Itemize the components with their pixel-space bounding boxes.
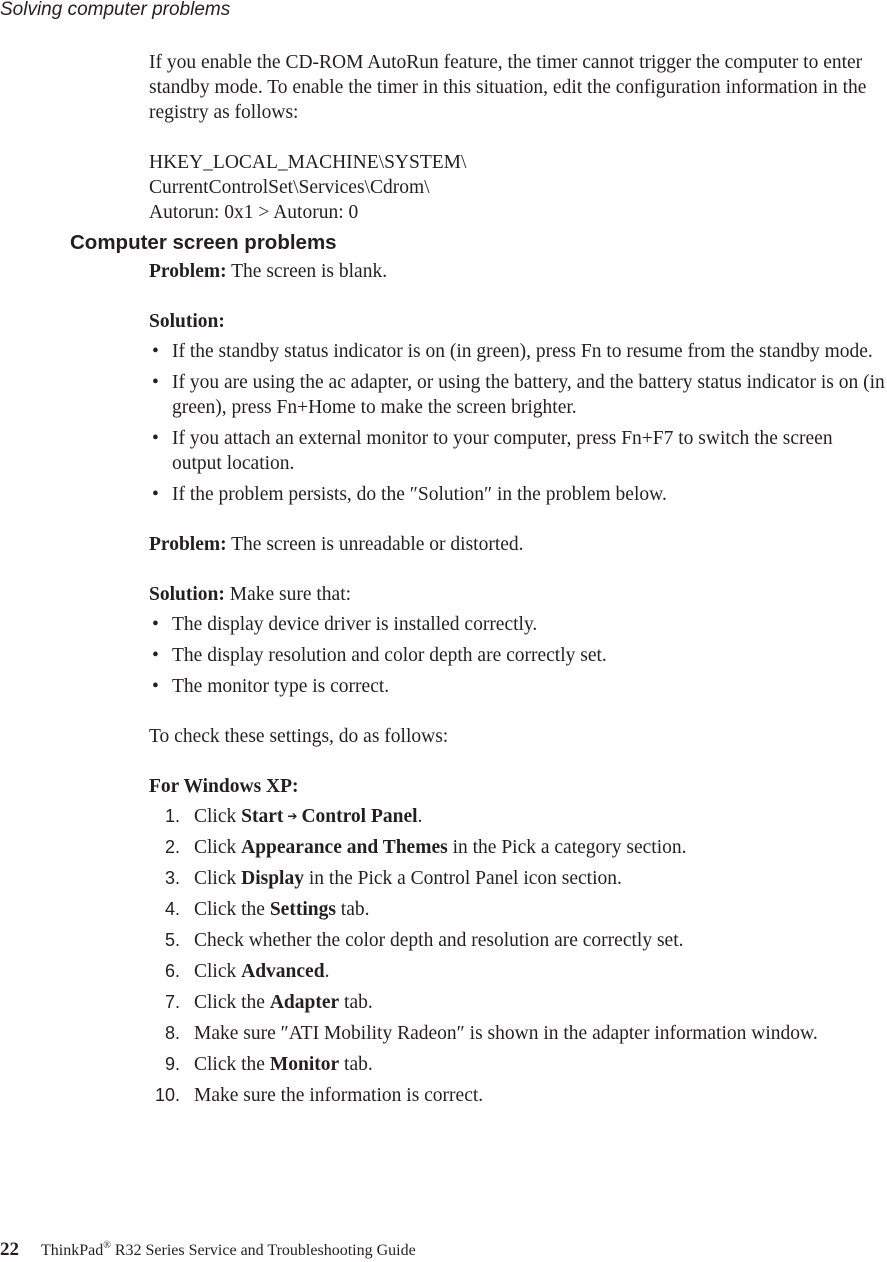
list-item-text: If the standby status indicator is on (in green), press Fn to resume from the standby mode.: [172, 341, 873, 362]
step-number: 5.: [164, 930, 180, 950]
list-item-text: The display resolution and color depth are correctly set.: [172, 645, 607, 666]
ui-term: Advanced: [241, 961, 325, 982]
step-text-part: Click the: [194, 992, 270, 1013]
bullet-icon: •: [152, 484, 159, 505]
step-text-part: tab.: [335, 899, 370, 920]
registry-path: [149, 150, 887, 225]
step-item: [149, 1021, 887, 1046]
step-item: [149, 1083, 887, 1108]
platform-heading: [149, 774, 887, 799]
step-text-part: Click the: [194, 899, 270, 920]
running-head: Solving computer problems: [0, 0, 231, 20]
step-text: [194, 868, 622, 889]
step-text-part: Make sure ″ATI Mobility Radeon″ is shown in the adapter information window.: [194, 1023, 818, 1044]
bullet-icon: •: [152, 614, 159, 635]
list-item-text: The monitor type is correct.: [172, 676, 390, 697]
arrow-icon: ➔: [287, 809, 298, 823]
registry-line: CurrentControlSet\Services\Cdrom\: [149, 177, 430, 198]
problem-statement: [149, 259, 887, 284]
solution-text: Make sure that:: [224, 584, 352, 605]
page-content: [70, 50, 887, 1114]
ui-term: Appearance and Themes: [241, 837, 448, 858]
problem-text: The screen is blank.: [226, 261, 388, 282]
step-number: 2.: [164, 837, 180, 857]
bullet-icon: •: [152, 372, 159, 393]
step-text-part: Check whether the color depth and resolution are correctly set.: [194, 930, 684, 951]
list-item-text: The display device driver is installed correctly.: [172, 614, 538, 635]
step-item: [149, 990, 887, 1015]
page-number: 22: [0, 1239, 19, 1260]
step-text: [194, 899, 370, 920]
ui-term: Display: [241, 868, 304, 889]
solution-label: Solution:: [149, 311, 225, 332]
page-footer: [0, 1235, 416, 1262]
step-text: [194, 992, 373, 1013]
ui-term: Settings: [269, 899, 336, 920]
step-text: [194, 806, 422, 827]
step-item: [149, 866, 887, 891]
step-text-part: Click: [194, 961, 242, 982]
step-item: [149, 835, 887, 860]
problem-text: The screen is unreadable or distorted.: [226, 534, 524, 555]
step-text-part: .: [417, 806, 423, 827]
registry-line: Autorun: 0x1 > Autorun: 0: [149, 202, 359, 223]
step-text-part: Click the: [194, 1054, 270, 1075]
step-text-part: in the Pick a Control Panel icon section.: [303, 868, 622, 889]
step-number: 10.: [154, 1085, 180, 1105]
list-item: [149, 612, 887, 637]
steps-list: [149, 804, 887, 1108]
list-item: [149, 370, 887, 420]
step-number: 6.: [164, 961, 180, 981]
platform-label: For Windows XP:: [149, 776, 299, 797]
step-text-part: Click: [194, 868, 242, 889]
step-number: 9.: [164, 1054, 180, 1074]
step-text: [194, 930, 683, 951]
step-text: [194, 837, 687, 858]
solution-list: [149, 612, 887, 699]
solution-label: Solution:: [149, 584, 225, 605]
step-item: [149, 959, 887, 984]
bullet-icon: •: [152, 428, 159, 449]
list-item-text: If the problem persists, do the ″Solution″ in the problem below.: [172, 484, 667, 505]
step-text-part: .: [324, 961, 330, 982]
step-item: [149, 897, 887, 922]
intro-paragraph: If you enable the CD-ROM AutoRun feature, the timer cannot trigger the computer to enter standby mode. To enable the timer in this situation, edit the configuration information in the registry as follows:: [149, 52, 867, 123]
step-text-part: Click: [194, 837, 242, 858]
bullet-icon: •: [152, 645, 159, 666]
step-text: [194, 1054, 373, 1075]
step-text-part: Make sure the information is correct.: [194, 1085, 484, 1106]
problem-label: Problem:: [149, 534, 227, 555]
step-text-part: tab.: [339, 1054, 373, 1075]
check-instructions: To check these settings, do as follows:: [149, 726, 449, 747]
step-item: [149, 928, 887, 953]
guide-title: R32 Series Service and Troubleshooting Guide: [110, 1242, 416, 1259]
solution-heading: [149, 582, 887, 607]
step-text: [194, 961, 329, 982]
ui-term: Adapter: [269, 992, 340, 1013]
list-item-text: If you are using the ac adapter, or using the battery, and the battery status indicator is on (in green), press Fn+Home to make the screen brighter.: [172, 372, 885, 418]
step-text-part: Click: [194, 806, 242, 827]
step-text: [194, 1085, 483, 1106]
list-item: [149, 339, 887, 364]
step-number: 7.: [164, 992, 180, 1012]
step-item: [149, 804, 887, 829]
step-text-part: tab.: [339, 992, 373, 1013]
list-item: [149, 674, 887, 699]
ui-term: Start: [241, 806, 284, 827]
ui-term: Monitor: [269, 1054, 340, 1075]
step-item: [149, 1052, 887, 1077]
list-item: [149, 426, 887, 476]
solution-heading: [149, 309, 887, 334]
registered-mark: ®: [103, 1240, 111, 1251]
step-number: 8.: [164, 1023, 180, 1043]
step-number: 1.: [164, 806, 180, 826]
problem-statement: [149, 532, 887, 557]
ui-term: Control Panel: [301, 806, 418, 827]
step-text-part: in the Pick a category section.: [447, 837, 687, 858]
section-heading: Computer screen problems: [70, 231, 337, 254]
list-item: [149, 482, 887, 507]
registry-line: HKEY_LOCAL_MACHINE\SYSTEM\: [149, 152, 467, 173]
step-number: 3.: [164, 868, 180, 888]
solution-list: [149, 339, 887, 507]
bullet-icon: •: [152, 676, 159, 697]
bullet-icon: •: [152, 341, 159, 362]
brand-name: ThinkPad: [41, 1242, 104, 1259]
step-text: [194, 1023, 818, 1044]
problem-label: Problem:: [149, 261, 227, 282]
list-item: [149, 643, 887, 668]
list-item-text: If you attach an external monitor to your computer, press Fn+F7 to switch the screen output location.: [172, 428, 833, 474]
step-number: 4.: [164, 899, 180, 919]
